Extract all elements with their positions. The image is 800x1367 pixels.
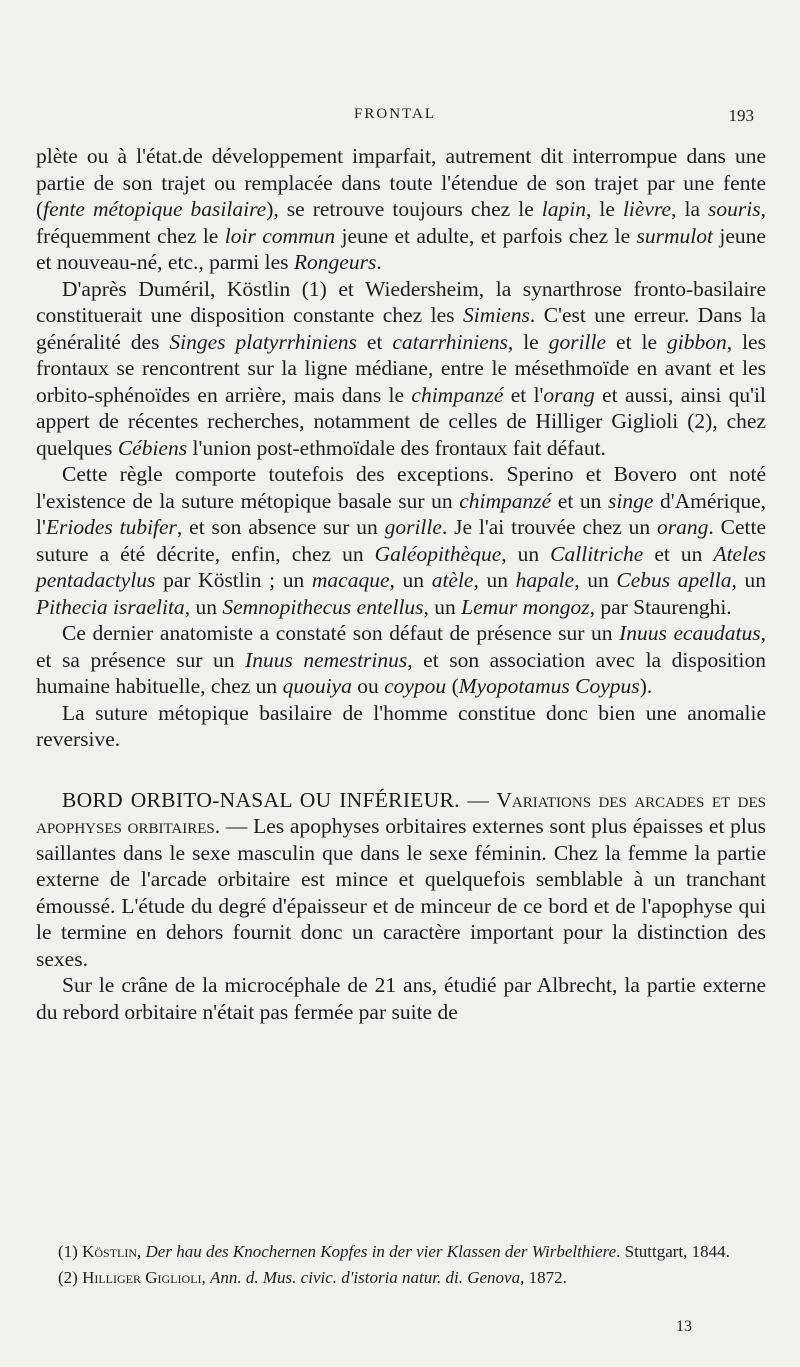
running-head: FRONTAL (354, 106, 436, 122)
page-number: 193 (728, 106, 754, 125)
text-run: (1) (58, 1242, 83, 1261)
text-run: et (356, 329, 393, 354)
italic-term: Inuus ecaudatus (619, 621, 761, 645)
italic-term: catarrhiniens (392, 329, 508, 354)
italic-term: Lemur mongoz (461, 594, 590, 619)
text-run: , le (507, 329, 549, 354)
italic-term: orang (543, 382, 595, 407)
italic-term: Singes platyrrhiniens (169, 329, 357, 354)
text-run: ( (446, 674, 459, 698)
text-run: , 1872. (520, 1268, 567, 1287)
footnote (36, 1240, 766, 1264)
italic-term: singe (608, 488, 654, 513)
text-run: Cette règle comporte toutefois des exceptions. Sperino et Bovero ont noté l'existence de la suture métopique basale sur un (36, 462, 766, 513)
text-run: et le (606, 329, 667, 354)
italic-term: Pithecia israelita (36, 594, 185, 619)
italic-term: chimpanzé (459, 488, 552, 513)
text-run: , un (501, 541, 551, 566)
italic-term: Semnopithecus entellus (222, 594, 424, 619)
text-run: ). (639, 674, 653, 698)
italic-term: Ateles pentadactylus (36, 541, 766, 592)
text-run: et l' (503, 382, 544, 407)
text-run: et un (551, 488, 609, 513)
italic-term: gibbon (667, 329, 727, 354)
text-run: . (376, 250, 382, 274)
italic-term: chimpanzé (411, 382, 504, 407)
text-run: (2) (58, 1268, 83, 1287)
text-run: , un (389, 568, 432, 592)
italic-term: Rongeurs (293, 250, 377, 274)
paragraph (36, 143, 766, 276)
italic-term: lapin (541, 197, 586, 221)
text-run: jeune et nouveau-né, etc., parmi les (36, 223, 766, 274)
text-run: par Köstlin ; un (155, 568, 312, 592)
italic-term: Cebus apella (616, 568, 732, 592)
italic-term: loir commun (224, 223, 336, 248)
text-run: l'union post-ethmoïdale des frontaux fait défaut. (187, 435, 606, 460)
footnotes (36, 1240, 766, 1292)
text-run: , (201, 1268, 211, 1287)
italic-term: orang (657, 515, 709, 539)
paragraph (36, 787, 766, 973)
italic-term: Ann. d. Mus. civic. d'istoria natur. di. Genova (210, 1268, 521, 1287)
text-run: , et sa présence sur un (36, 621, 766, 672)
italic-term: Myopotamus Coypus (458, 674, 640, 698)
text-run: ou (351, 674, 385, 698)
signature-mark: 13 (676, 1318, 692, 1335)
text-run: La suture métopique basilaire de l'homme constitue donc bien une anomalie reversive. (36, 700, 766, 751)
paragraph (36, 700, 766, 753)
italic-term: Simiens (463, 303, 530, 327)
text-run: . Stuttgart, 1844. (616, 1242, 730, 1261)
text-run: , un (473, 568, 516, 592)
text-run: . Je l'ai trouvée chez un (441, 515, 658, 539)
text-run: , un (574, 568, 617, 592)
italic-term: atèle (431, 568, 474, 592)
text-run: Ce dernier anatomiste a constaté son défaut de présence sur un (62, 621, 620, 645)
small-caps-text: Variations des arcades et des apophyses orbitaires. (36, 787, 766, 838)
text-run: , le (586, 197, 623, 221)
text-run: d'Amérique, l' (36, 488, 766, 539)
small-caps-text: Hilliger Giglioli (82, 1268, 202, 1287)
text-run: Sur le crâne de la microcéphale de 21 ans, étudié par Albrecht, la partie externe du rebord orbitaire n'était pas fermée par suite de (36, 973, 766, 1024)
text-run: , un (423, 594, 462, 619)
italic-term: Callitriche (550, 541, 644, 566)
body-text (36, 143, 766, 1025)
paragraph (36, 620, 766, 700)
text-run: , et son absence sur un (176, 515, 385, 539)
text-run: , fréquemment chez le (36, 197, 766, 248)
italic-term: lièvre (622, 197, 672, 221)
text-run: , un (731, 568, 767, 592)
text-run: plète ou à l'état.de développement imparfait, autrement dit interrompue dans une partie de son trajet ou remplacée dans toute l'étendue de son trajet par une fente ( (36, 144, 766, 221)
text-run: , et son association avec la disposition humaine habituelle, chez un (36, 647, 766, 698)
text-run: , par Staurenghi. (589, 594, 732, 619)
page-header (36, 104, 754, 128)
italic-term: surmulot (636, 223, 713, 248)
paragraph (36, 972, 766, 1025)
italic-term: Inuus nemestrinus (245, 647, 408, 672)
italic-term: macaque (311, 568, 390, 592)
italic-term: souris (708, 197, 761, 221)
text-run: , les frontaux se rencontrent sur la ligne médiane, entre le mésethmoïde en avant et les orbito-sphénoïdes en arrière, mais dans le (36, 329, 766, 407)
footnote (36, 1266, 766, 1290)
text-run: — Les apophyses orbitaires externes sont plus épaisses et plus saillantes dans le sexe masculin que dans le sexe féminin. Chez la femme la partie externe de l'arcade orbitaire est mince et quelquefois semblable à un tranchant émoussé. L'étude du degré d'épaisseur et de minceur de ce bord et de l'apophyse qui le termine en dehors fournit donc un caractère important pour la distinction des sexes. (36, 814, 767, 971)
italic-term: coypou (384, 674, 447, 698)
text-run: et un (643, 541, 714, 566)
text-run: D'après Duméril, Köstlin (1) et Wiedersheim, la synarthrose fronto-basilaire constituerait une disposition constante chez les (36, 276, 766, 327)
text-run: et aussi, ainsi qu'il appert de récentes recherches, notamment de celles de Hilliger Giglioli (2), chez quelques (36, 382, 766, 460)
italic-term: Galéopithèque (374, 541, 502, 566)
paragraph (36, 276, 766, 462)
text-run: , un (184, 594, 223, 619)
italic-term: Cébiens (117, 435, 188, 460)
section-heading: BORD ORBITO-NASAL OU INFÉRIEUR. (62, 787, 460, 812)
text-run: , (137, 1242, 146, 1261)
text-run: ), se retrouve toujours chez le (266, 197, 542, 221)
text-run: . C'est une erreur. Dans la généralité des (36, 303, 766, 354)
small-caps-text: Köstlin (82, 1242, 138, 1261)
italic-term: hapale (515, 568, 575, 592)
italic-term: quouiya (282, 674, 352, 698)
text-run: , la (671, 197, 709, 221)
italic-term: Eriodes tubifer (45, 515, 177, 539)
italic-term: Der hau des Knochernen Kopfes in der vier Klassen der Wirbelthiere (145, 1242, 617, 1261)
italic-term: gorille (548, 329, 607, 354)
paragraph (36, 461, 766, 620)
text-run: — (459, 787, 497, 812)
text-run: jeune et adulte, et parfois chez le (335, 223, 637, 248)
text-run: . Cette suture a été décrite, enfin, chez un (36, 515, 767, 566)
italic-term: fente métopique basilaire (43, 197, 267, 221)
italic-term: gorille (384, 515, 442, 539)
